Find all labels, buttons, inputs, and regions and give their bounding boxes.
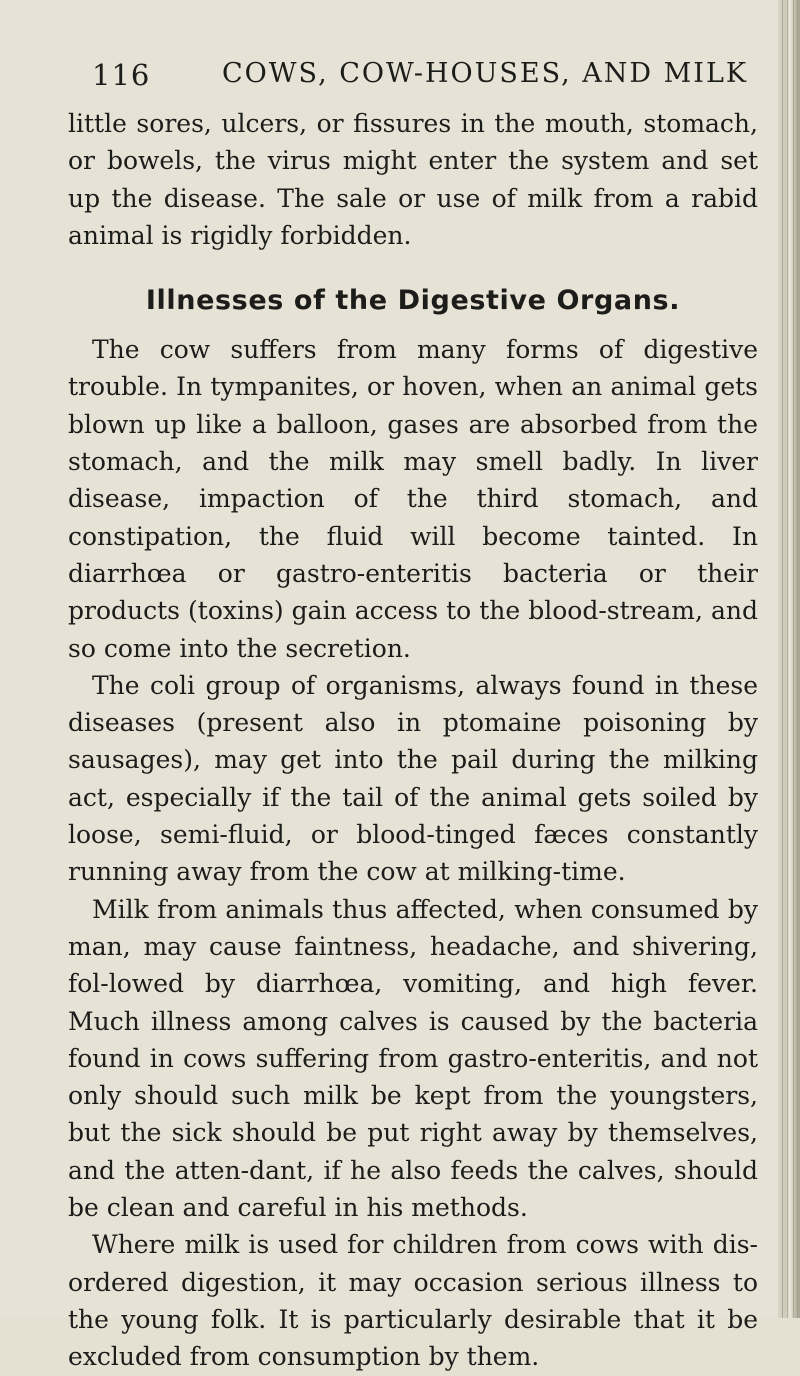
running-head: COWS, COW-HOUSES, AND MILK: [222, 58, 749, 89]
page-edge-line: [793, 0, 794, 1318]
paragraph-children: Where milk is used for children from cows with dis-ordered digestion, it may occasion serious illness to the young folk. It is particularly desirable that it be excluded from consumption by them.: [68, 1230, 758, 1372]
page-edge-line: [797, 0, 798, 1318]
section-heading: Illnesses of the Digestive Organs.: [145, 285, 681, 317]
page-number: 116: [92, 58, 151, 92]
continued-paragraph: little sores, ulcers, or fissures in the mouth, stomach, or bowels, the virus might enter the system and set up the disease. The sale or use of milk from a rabid animal is rigidly forbidden.: [68, 109, 758, 250]
body-text: [68, 105, 758, 1376]
paragraph-milk-effects: Milk from animals thus affected, when consumed by man, may cause faintness, headache, and shivering, fol-lowed by diarrhœa, vomiting, and high fever. Much illness among calves is caused by the bacteria found in cows suffering from gastro-enteritis, and not only should such milk be kept from the youngsters, but the sick should be put right away by themselves, and the atten-dant, if he also feeds the calves, should be clean and careful in his methods.: [68, 894, 758, 1223]
page-edge-line: [782, 0, 783, 1318]
page-header: [92, 58, 758, 98]
book-page-edge: [778, 0, 800, 1318]
page-edge-line: [787, 0, 788, 1318]
paragraph-digestive-trouble: The cow suffers from many forms of digestive trouble. In tympanites, or hoven, when an animal gets blown up like a balloon, gases are absorbed from the stomach, and the milk may smell badly. In liver disease, impaction of the third stomach, and constipation, the fluid will become tainted. In diarrhœa or gastro-enteritis bacteria or their products (toxins) gain access to the blood-stream, and so come into the secretion.: [68, 335, 758, 663]
paragraph-coli-group: The coli group of organisms, always found in these diseases (present also in ptomaine poisoning by sausages), may get into the pail during the milking act, especially if the tail of the animal gets soiled by loose, semi-fluid, or blood-tinged fæces constantly running away from the cow at milking-time.: [68, 670, 758, 887]
